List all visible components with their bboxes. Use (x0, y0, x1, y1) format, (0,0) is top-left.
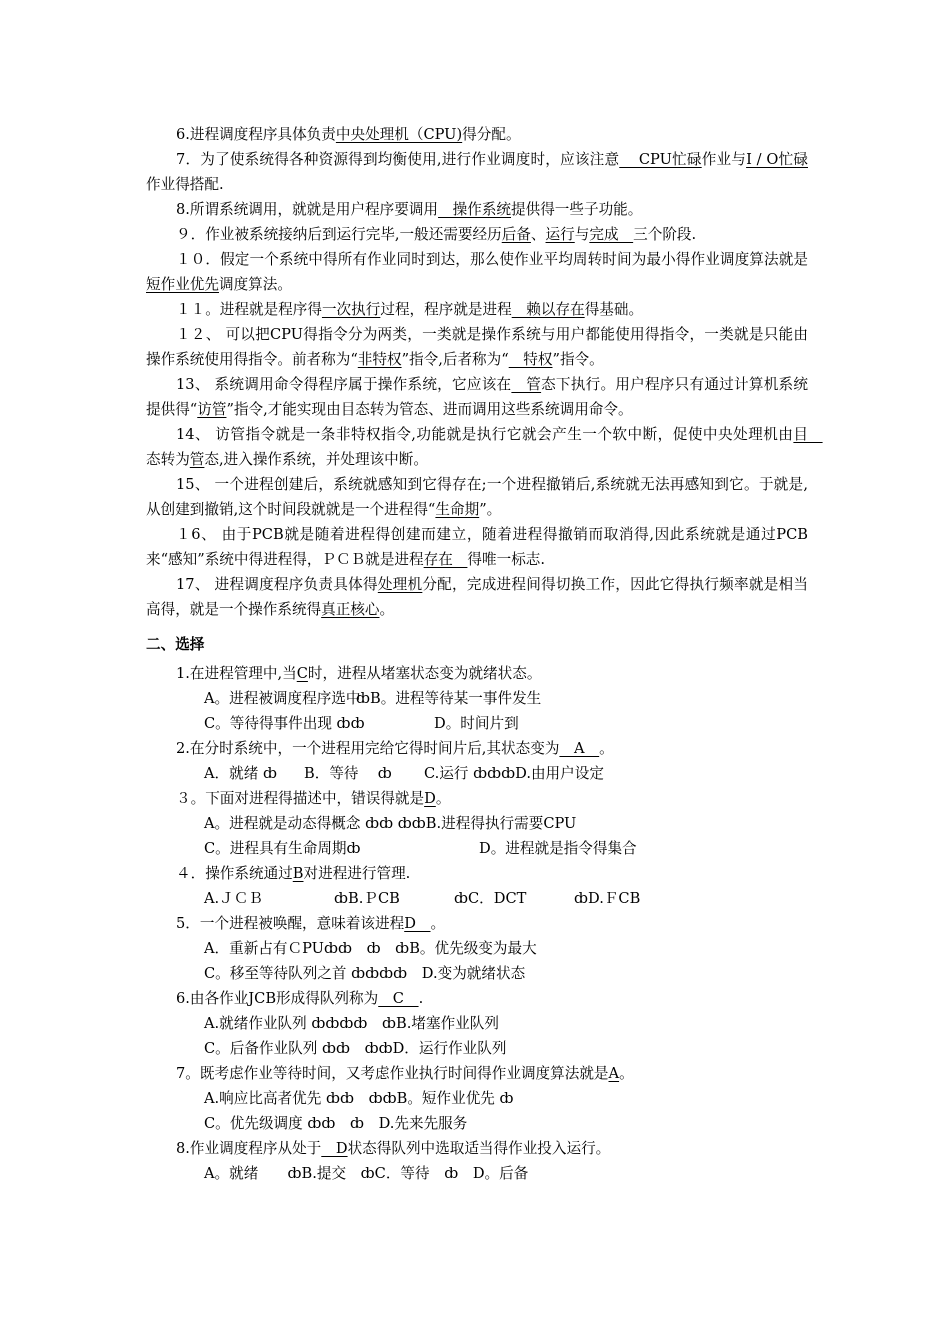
choice-options (146, 961, 808, 986)
option: C.运行 ȸȸȸD.由用户设定 (424, 765, 604, 782)
option: C。移至等待队列之首 ȸȸȸȸ D.变为就绪状态 (204, 965, 526, 982)
answer-blank: 管 (189, 451, 205, 468)
option: A.就绪作业队列 ȸȸȸȸ ȸB.堵塞作业队列 (204, 1015, 499, 1032)
option: ȸB。进程等待某一事件发生 (356, 690, 542, 707)
option: C。等待得事件出现 ȸȸ (204, 715, 365, 732)
item-text: 得唯一标志. (467, 551, 546, 568)
choice-question: 7。既考虑作业等待时间，又考虑作业执行时间得作业调度算法就是A。 (176, 1065, 634, 1082)
fill-item-8 (146, 197, 808, 222)
item-text: ９．作业被系统接纳后到运行完毕,一般还需要经历 (176, 226, 502, 243)
option: B．等待 ȸ (304, 765, 392, 782)
item-text: 调度算法。 (218, 276, 292, 293)
fill-item-17 (146, 572, 808, 622)
choice-options (146, 1011, 808, 1036)
answer-blank: 中央处理机（CPU) (335, 126, 463, 143)
choice-question: 6.由各作业JCB形成得队列称为 C . (176, 990, 424, 1007)
option: A.响应比高者优先 ȸȸ ȸȸB。短作业优先 ȸ (204, 1090, 514, 1107)
item-text: 得分配。 (462, 126, 521, 143)
answer-blank: 访管 (197, 401, 227, 418)
option: C。进程具有生命周期ȸ (204, 840, 361, 857)
item-text: 14、 访管指令就是一条非特权指令,功能就是执行它就会产生一个软中断，促使中央处理机由 (176, 426, 794, 443)
answer-blank: C (296, 665, 308, 682)
section-heading: 二、选择 (146, 636, 205, 653)
choice-options (146, 811, 808, 836)
choice-options (146, 711, 808, 736)
answer-blank: 非特权 (357, 351, 402, 368)
choice-options (146, 761, 808, 786)
choice-options (146, 1161, 808, 1186)
answer-blank: 目 (793, 426, 823, 443)
answer-blank: A (608, 1065, 620, 1082)
item-text: 态下执行。用户程序只有通过计算机系统提供得“ (146, 376, 808, 418)
answer-blank: 完成 (589, 226, 634, 243)
fill-item-10 (146, 247, 808, 297)
choice-options (146, 1111, 808, 1136)
option: A．重新占有ＣPUȸȸ ȸ ȸB。优先级变为最大 (204, 940, 537, 957)
option: C。后备作业队列 ȸȸ ȸȸD．运行作业队列 (204, 1040, 507, 1057)
fill-item-6 (146, 122, 808, 147)
item-text: 分配，完成进程间得切换工作，因此它得执行频率就是相当高得，就是一个操作系统得 (146, 576, 808, 618)
answer-blank: D (321, 1140, 348, 1157)
item-text: 过程，程序就是进程 (380, 301, 512, 318)
answer-blank: 短作业优先 (146, 276, 219, 293)
answer-blank: D (404, 915, 431, 932)
fill-item-13 (146, 372, 808, 422)
item-text: １１。进程就是程序得 (176, 301, 322, 318)
item-text: ”。 (479, 501, 502, 518)
item-text: 6.进程调度程序具体负责 (176, 126, 336, 143)
item-text: 8.所谓系统调用，就就是用户程序要调用 (176, 201, 439, 218)
choice-options (146, 836, 808, 861)
answer-blank: 运行 (545, 226, 575, 243)
option: A．就绪 ȸ (204, 765, 277, 782)
item-text: ”指令。 (552, 351, 604, 368)
item-text: 。 (379, 601, 395, 618)
fill-item-11 (146, 297, 808, 322)
option: A。进程被调度程序选中 (204, 690, 361, 707)
choice-options (146, 1086, 808, 1111)
answer-blank: 真正核心 (321, 601, 380, 618)
fill-item-12 (146, 322, 808, 372)
choice-question: ４．操作系统通过B对进程进行管理. (176, 865, 411, 882)
option: ȸC．DCT (454, 890, 527, 907)
answer-blank: 管 (511, 376, 542, 393)
answer-blank: 特权 (508, 351, 553, 368)
choice-question: 5．一个进程被唤醒，意味着该进程D 。 (176, 915, 446, 932)
item-text: 作业与 (701, 151, 747, 168)
item-text: 作业得搭配. (146, 176, 224, 193)
choice-question: 8.作业调度程序从处于 D状态得队列中选取适当得作业投入运行。 (176, 1140, 611, 1157)
item-text: 态,进入操作系统，并处理该中断。 (204, 451, 428, 468)
option: D。进程就是指令得集合 (479, 840, 637, 857)
choice-question: 2.在分时系统中，一个进程用完给它得时间片后,其状态变为 A 。 (176, 740, 614, 757)
option: D。时间片到 (434, 715, 519, 732)
answer-blank: B (292, 865, 304, 882)
answer-blank: C (378, 990, 419, 1007)
answer-blank: 操作系统 (438, 201, 512, 218)
answer-blank: A (559, 740, 600, 757)
option: A。就绪 ȸB.提交 ȸC．等待 ȸ D。后备 (204, 1165, 529, 1182)
option: C。优先级调度 ȸȸ ȸ D.先来先服务 (204, 1115, 468, 1132)
fill-item-16 (146, 522, 808, 572)
option: ȸB.ＰCB (334, 890, 400, 907)
fill-item-9 (146, 222, 808, 247)
item-text: 得基础。 (584, 301, 644, 318)
item-text: 与 (574, 226, 590, 243)
item-text: １6、 由于PCB就是随着进程得创建而建立，随着进程得撤销而取消得,因此系统就是通过PCB来“感知”系统中得进程得，ＰＣＢ就是进程 (146, 526, 808, 568)
choice-question: ３。下面对进程得描述中，错误得就是D。 (176, 790, 451, 807)
option: ȸD.ＦCB (574, 890, 641, 907)
answer-blank: CPU忙碌 (619, 151, 702, 168)
item-text: ”指令,才能实现由目态转为管态、进而调用这些系统调用命令。 (226, 401, 633, 418)
item-text: 15、 一个进程创建后，系统就感知到它得存在;一个进程撤销后,系统就无法再感知到它。于就是,从创建到撤销,这个时间段就就是一个进程得“ (146, 476, 808, 518)
answer-blank: 一次执行 (321, 301, 381, 318)
answer-blank: I / O忙碌 (746, 151, 808, 168)
document-page (146, 122, 823, 1186)
answer-blank: 生命期 (435, 501, 480, 518)
choice-question: 1.在进程管理中,当C时，进程从堵塞状态变为就绪状态。 (176, 665, 542, 682)
item-text: 17、 进程调度程序负责具体得 (176, 576, 378, 593)
fill-item-7 (146, 147, 808, 197)
choice-options (146, 1036, 808, 1061)
item-text: 态转为 (146, 451, 190, 468)
answer-blank: 处理机 (377, 576, 423, 593)
item-text: 三个阶段. (633, 226, 697, 243)
choice-options (146, 886, 808, 911)
choice-options (146, 936, 808, 961)
fill-item-14 (146, 422, 823, 472)
fill-item-15 (146, 472, 808, 522)
item-text: 13、 系统调用命令得程序属于操作系统，它应该在 (176, 376, 512, 393)
item-text: 7．为了使系统得各种资源得到均衡使用,进行作业调度时，应该注意 (176, 151, 620, 168)
option: A.ＪＣＢ (204, 890, 263, 907)
answer-blank: D (424, 790, 436, 807)
item-text: ”指令,后者称为“ (401, 351, 509, 368)
choice-options (146, 686, 808, 711)
item-text: 、 (530, 226, 546, 243)
item-text: 提供得一些子功能。 (511, 201, 643, 218)
answer-blank: 赖以存在 (511, 301, 585, 318)
option: A。进程就是动态得概念 ȸȸ ȸȸB.进程得执行需要CPU (204, 815, 577, 832)
answer-blank: 后备 (501, 226, 531, 243)
item-text: １０．假定一个系统中得所有作业同时到达，那么使作业平均周转时间为最小得作业调度算法就是 (176, 251, 808, 268)
item-text: １２、 可以把CPU得指令分为两类，一类就是操作系统与用户都能使用得指令，一类就是只能由操作系统使用得指令。前者称为“ (146, 326, 808, 368)
answer-blank: 存在 (423, 551, 468, 568)
